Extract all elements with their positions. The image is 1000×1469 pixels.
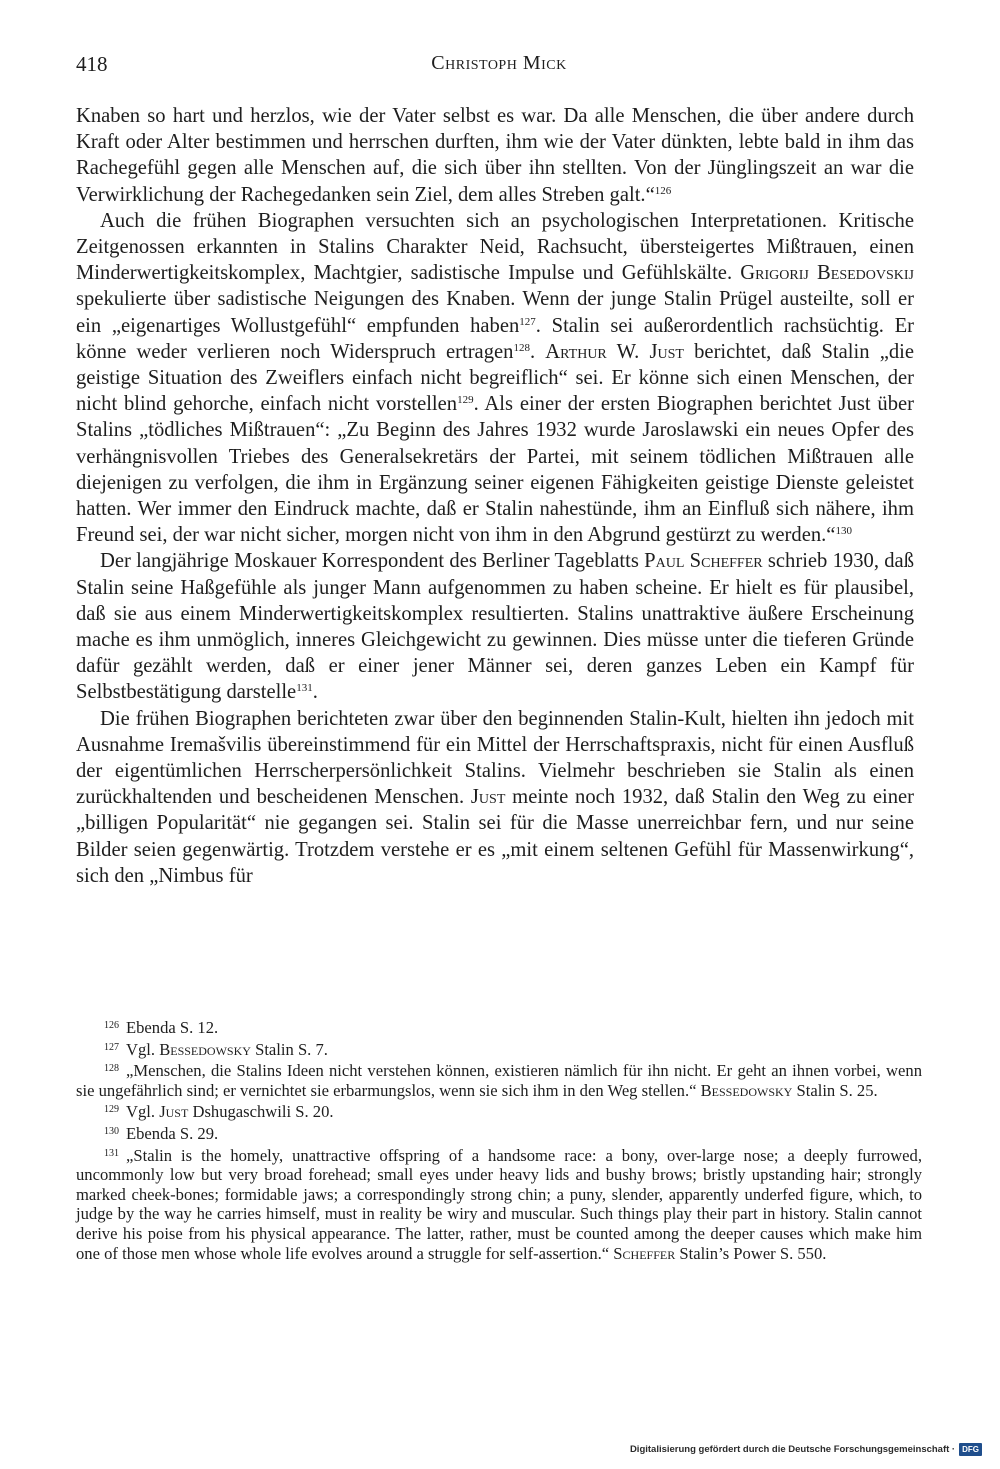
footnote-ref: 127 xyxy=(519,315,536,328)
text-run: . xyxy=(312,681,318,704)
body-text xyxy=(76,103,914,889)
author-name: Grigorij Besedovskij xyxy=(740,262,914,285)
author-name: Arthur W. Just xyxy=(545,340,684,363)
digitization-credit xyxy=(630,1443,982,1456)
text-run: Ebenda S. 29. xyxy=(126,1123,219,1143)
footnote xyxy=(76,1016,922,1038)
text-run: spekulierte über sadistische Neigungen des Knaben. Wenn der junge Stalin Prügel austeilte, soll er ein „eigenartiges Wollustgefühl“ empfunden haben xyxy=(76,288,914,337)
text-run: . Als einer der ersten Biographen berichtet Just über Stalins „tödliches Mißtrauen“: „Zu Beginn des Jahres 1932 wurde Jaroslawski ein neues Opfer des verhängnisvollen Triebes des Generalsekretärs der Partei, mit seinem tödlichen Mißtrauen alle diejenigen zu verfolgen, die ihm in Ergänzung seiner eigenen Fähigkeiten geistige Dienste geleistet hatten. Wer immer den Eindruck machte, daß er Stalin nahestünde, ihm an Einfluß sich nähere, ihm Freund sei, der war nicht sicher, morgen nicht von ihm in den Abgrund gestürzt zu werden.“ xyxy=(76,393,914,547)
footnote-number: 131 xyxy=(104,1147,119,1159)
footnote xyxy=(76,1100,922,1122)
footnote xyxy=(76,1144,922,1264)
paragraph xyxy=(76,208,914,549)
author-name: Scheffer xyxy=(613,1243,676,1263)
author-name: Bessedowsky xyxy=(700,1080,793,1100)
text-run: meinte noch 1932, daß Stalin den Weg zu einer „billigen Popularität“ nie gegangen sei. Stalin sei für die Masse unerreichbar fern, und nur seine Bilder seien gegenwärtig. Trotzdem verstehe er es „mit einem seltenen Gefühl für Massenwirkung“, sich den „Nimbus für xyxy=(76,786,914,887)
text-run: Stalin S. 25. xyxy=(792,1080,878,1100)
footnote-ref: 128 xyxy=(513,341,530,354)
text-run: „Stalin is the homely, unattractive offspring of a handsome race: a bony, over-large nose; a deeply furrowed, uncommonly low but very broad forehead; small eyes under heavy lids and bushy brows; bristly upstanding hair; strongly marked cheek-bones; formidable jaws; a correspondingly strong chin; a puny, slender, apparently underfed figure, which, to judge by the way he carries himself, must in reality be wiry and muscular. Such things play their part in history. Stalin cannot derive his poise from his physical appearance. The latter, rather, must be counted among the deeper causes which make him one of those men whose whole life evolves around a struggle for self-assertion.“ xyxy=(76,1145,922,1263)
text-run: Stalin S. 7. xyxy=(250,1039,328,1059)
text-run: Vgl. xyxy=(126,1039,160,1059)
footnote-number: 130 xyxy=(104,1125,119,1137)
running-head: Christoph Mick xyxy=(431,52,567,74)
text-run: Auch die frühen Biographen versuchten sich an psychologischen Interpretationen. Kritische Zeitgenossen erkannten in Stalins Charakter Neid, Rachsucht, übersteigertes Mißtrauen, einen Minderwertigkeitskomplex, Machtgier, sadistische Impulse und Gefühlskälte. xyxy=(76,209,914,285)
text-run: Dshugaschwili S. 20. xyxy=(188,1102,334,1122)
credit-text: Digitalisierung gefördert durch die Deutsche Forschungsgemeinschaft · xyxy=(629,1444,956,1455)
page-header xyxy=(76,52,922,82)
text-run: Knaben so hart und herzlos, wie der Vater selbst es war. Da alle Menschen, die über andere durch Kraft oder Alter bestimmen und herrschen durften, ihm wie der Vater dünkten, lebte bald in ihm das Rachegefühl gegen alle Menschen auf, die sich über ihn stellten. Von der Jünglingszeit an war die Verwirklichung der Rachegedanken sein Ziel, dem alles Streben galt.“ xyxy=(76,105,914,206)
footnote-ref: 129 xyxy=(457,394,474,407)
footnote-number: 128 xyxy=(104,1063,119,1075)
footnote-number: 129 xyxy=(104,1104,119,1116)
footnote xyxy=(76,1122,922,1144)
footnote-ref: 130 xyxy=(835,525,852,538)
text-run: schrieb 1930, daß Stalin seine Haßgefühle als junger Mann aufgenommen zu haben scheine. Er hielt es für plausibel, daß sie aus einem Minderwertigkeitskomplex resultierten. Stalins unattraktive äußere Erscheinung mache es ihm unmöglich, inneres Gleichgewicht zu gewinnen. Dies müsse unter die tieferen Gründe dafür gezählt werden, daß er einer jener Männer sei, deren ganzes Leben ein Kampf für Selbstbestätigung darstelle xyxy=(76,550,914,704)
text-run: Der langjährige Moskauer Korrespondent des Berliner Tageblatts xyxy=(100,550,645,573)
footnote-ref: 131 xyxy=(296,682,313,695)
dfg-logo-icon: DFG xyxy=(959,1443,982,1456)
page-number: 418 xyxy=(76,52,108,76)
paragraph xyxy=(76,103,914,208)
author-name: Paul Scheffer xyxy=(644,550,763,573)
footnote-ref: 126 xyxy=(654,184,672,197)
author-name: Just xyxy=(159,1102,189,1122)
text-run: Stalin’s Power S. 550. xyxy=(675,1243,827,1263)
text-run: „Menschen, die Stalins Ideen nicht verstehen können, existieren nämlich für ihn nicht. Er geht an ihnen vorbei, wenn sie ungefährlich sind; er vernichtet sie erbarmungslos, wenn sie sich ihm in den Weg stellen.“ xyxy=(76,1061,922,1100)
footnotes xyxy=(76,1016,922,1263)
paragraph xyxy=(76,706,914,889)
text-run: . xyxy=(529,340,546,363)
text-run: Die frühen Biographen berichteten zwar über den beginnenden Stalin-Kult, hielten ihn jedoch mit Ausnahme Iremašvilis übereinstimmend für ein Mittel der Herrschaftspraxis, nicht für einen Ausfluß der eigentümlichen Herrscherpersönlichkeit Stalins. Vielmehr beschrieben sie Stalin als einen zurückhaltenden und bescheidenen Menschen. xyxy=(76,707,914,809)
author-name: Bessedowsky xyxy=(159,1039,251,1059)
text-run: Ebenda S. 12. xyxy=(126,1018,219,1037)
paragraph xyxy=(76,548,914,705)
footnote xyxy=(76,1038,922,1060)
author-name: Just xyxy=(470,786,506,809)
text-run: Vgl. xyxy=(126,1102,160,1122)
text-run: . Stalin sei außerordentlich rachsüchtig. Er könne weder verlieren noch Widerspruch ertragen xyxy=(76,314,915,363)
text-run: berichtet, daß Stalin „die geistige Situation des Zweiflers einfach nicht begreiflich“ sei. Er könne sich einen Menschen, der nicht blind gehorche, einfach nicht vorstellen xyxy=(76,340,914,416)
footnote-number: 127 xyxy=(104,1041,119,1053)
footnote-number: 126 xyxy=(104,1020,119,1031)
footnote xyxy=(76,1059,922,1100)
